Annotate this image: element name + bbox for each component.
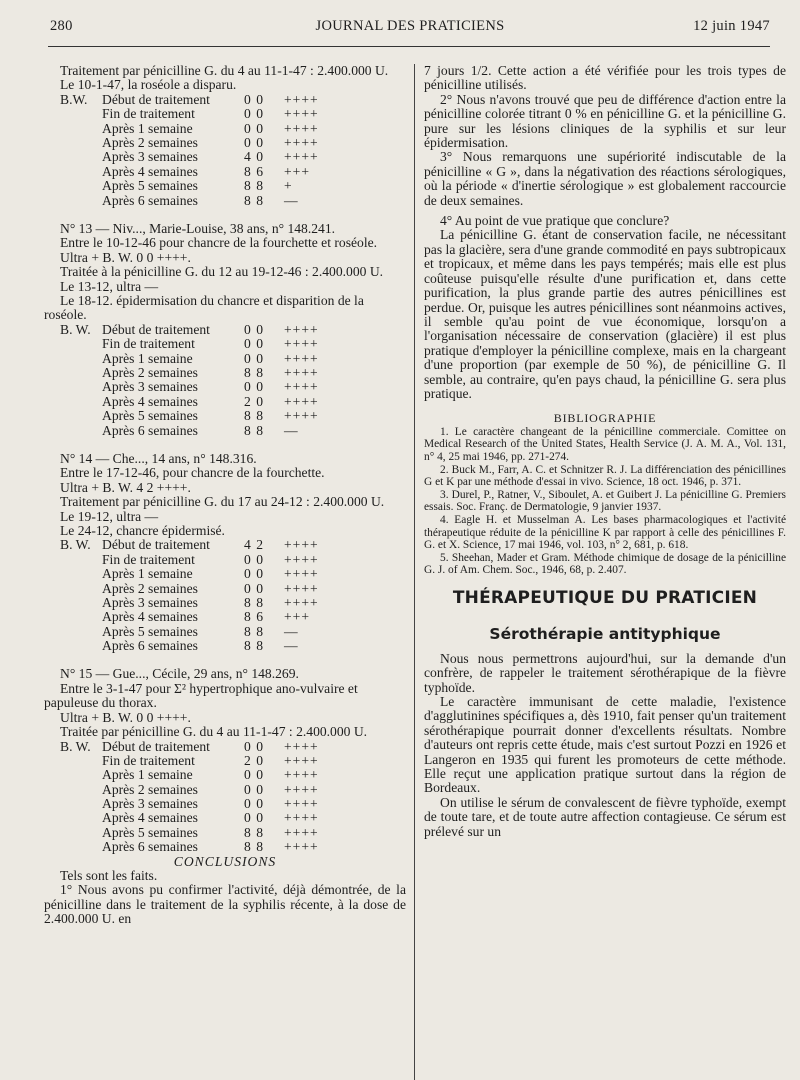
- bw-row-value: 0 0: [244, 580, 264, 596]
- bw-row-period: Après 3 semaines: [102, 149, 198, 165]
- bw-row: [60, 165, 406, 179]
- bw-row: [60, 395, 406, 409]
- bw-row-period: Début de traitement: [102, 321, 210, 337]
- bw-row-signs: —: [284, 422, 299, 438]
- bw-row-label: [60, 179, 102, 193]
- bibliography-ref: 3. Durel, P., Ratner, V., Siboulet, A. et Guibert J. La pénicilline G. Premiers essais. Soc. Franç. de Dermatologie, 9 janvier 1937.: [424, 488, 786, 514]
- bw-row-signs: ++++: [284, 551, 319, 567]
- bw-row-period: Après 3 semaines: [102, 594, 198, 610]
- case-14-bw-table: [60, 538, 406, 653]
- bw-row: [60, 553, 406, 567]
- conclusion-4: 4° Au point de vue pratique que conclure?: [440, 213, 670, 229]
- bw-row: [60, 826, 406, 840]
- conclusion-1: 1° Nous avons pu confirmer l'activité, déjà démontrée, de la pénicilline dans le traitement de la syphilis récente, à la dose de 2.400.000 U. en: [44, 882, 406, 927]
- bw-row-value: 8 8: [244, 839, 264, 855]
- bw-row-value: 8 8: [244, 192, 264, 208]
- bw-row-period: Après 5 semaines: [102, 408, 198, 424]
- bw-row-value: 8 8: [244, 638, 264, 654]
- bibliography-list: [424, 426, 786, 577]
- case-15-treatment: Traitée par pénicilline G. du 4 au 11-1-47 : 2.400.000 U.: [60, 724, 368, 740]
- bw-row: [60, 424, 406, 438]
- bw-row-signs: ++++: [284, 594, 319, 610]
- bw-row-value: 0 0: [244, 810, 264, 826]
- bw-row-label: [60, 409, 102, 423]
- bw-row-period: Fin de traitement: [102, 551, 195, 567]
- bw-row: [60, 811, 406, 825]
- bw-row: [60, 93, 406, 107]
- bw-row: [60, 409, 406, 423]
- bw-row: [60, 380, 406, 394]
- bw-row: [60, 179, 406, 193]
- bw-row-period: Fin de traitement: [102, 336, 195, 352]
- case-14-ultra: Ultra + B. W. 4 2 ++++.: [60, 479, 191, 495]
- bw-row-signs: ++++: [284, 537, 319, 553]
- bw-row-signs: ++++: [284, 336, 319, 352]
- bw-row-label: B.W.: [60, 91, 88, 107]
- bw-row-label: [60, 553, 102, 567]
- bw-row-signs: +++: [284, 163, 310, 179]
- bw-row-label: [60, 136, 102, 150]
- conclusions-heading: CONCLUSIONS: [173, 853, 277, 869]
- bw-row: [60, 107, 406, 121]
- case-13-title: N° 13 — Niv..., Marie-Louise, 38 ans, n° 148.241.: [60, 220, 336, 236]
- case-15-admission: Entre le 3-1-47 pour Σ² hypertrophique ano-vulvaire et papuleuse du thorax.: [44, 680, 358, 711]
- bw-row-label: [60, 582, 102, 596]
- bw-row-label: [60, 380, 102, 394]
- bw-row-signs: ++++: [284, 379, 319, 395]
- bw-row: [60, 136, 406, 150]
- bw-row-label: B. W.: [60, 321, 91, 337]
- case-15-ultra: Ultra + B. W. 0 0 ++++.: [60, 709, 191, 725]
- bw-row-label: [60, 596, 102, 610]
- bw-row: [60, 768, 406, 782]
- right-column: [424, 64, 786, 839]
- bw-row-value: 8 8: [244, 824, 264, 840]
- bw-row-signs: ++++: [284, 393, 319, 409]
- bw-row-value: 2 0: [244, 393, 264, 409]
- bw-row-signs: ++++: [284, 810, 319, 826]
- serotherapy-method: On utilise le sérum de convalescent de fièvre typhoïde, exempt de toute tare, et de toute autre affection contagieuse. Ce sérum est prélevé sur un: [424, 794, 786, 839]
- bw-row-label: [60, 625, 102, 639]
- bw-row-period: Après 3 semaines: [102, 379, 198, 395]
- bw-row-label: [60, 610, 102, 624]
- bw-row-period: Après 2 semaines: [102, 781, 198, 797]
- bw-row-signs: ++++: [284, 580, 319, 596]
- case-13-bw-table: [60, 323, 406, 438]
- bw-row-value: 0 0: [244, 91, 264, 107]
- bw-row-period: Après 4 semaines: [102, 609, 198, 625]
- page-number: 280: [50, 18, 73, 34]
- left-column: [44, 64, 406, 927]
- bw-row-value: 8 8: [244, 408, 264, 424]
- bw-row-label: [60, 352, 102, 366]
- bw-row-period: Après 4 semaines: [102, 810, 198, 826]
- bw-row-label: [60, 826, 102, 840]
- bw-row-value: 0 0: [244, 566, 264, 582]
- bw-row-period: Après 6 semaines: [102, 839, 198, 855]
- bw-row-period: Après 4 semaines: [102, 163, 198, 179]
- page-header: [50, 14, 770, 42]
- bibliography-ref: 1. Le caractère changeant de la pénicilline commerciale. Comittee on Medical Research of the United States, Health Service (J. A. M. A., Vol. 131, n° 4, 25 mai 1946, pp. 271-274.: [424, 425, 786, 463]
- bw-row-period: Après 2 semaines: [102, 364, 198, 380]
- bw-row-value: 0 0: [244, 336, 264, 352]
- section-subheading: Sérothérapie antityphique: [489, 625, 721, 644]
- case-13-ultra-result: Le 13-12, ultra —: [60, 278, 159, 294]
- bw-row-label: [60, 754, 102, 768]
- bw-row-signs: ++++: [284, 364, 319, 380]
- bw-row-label: [60, 840, 102, 854]
- case-13-ultra: Ultra + B. W. 0 0 ++++.: [60, 249, 191, 265]
- bw-row-label: [60, 797, 102, 811]
- bw-row: [60, 610, 406, 624]
- bw-row-period: Après 2 semaines: [102, 134, 198, 150]
- bw-row-period: Après 5 semaines: [102, 178, 198, 194]
- journal-title: JOURNAL DES PRATICIENS: [315, 18, 505, 34]
- bibliography-ref: 5. Sheehan, Mader et Gram. Méthode chimique de dosage de la pénicilline G. J. of Am. Chem. Soc., 1946, 68, p. 2.407.: [424, 551, 786, 577]
- bw-row-value: 4 2: [244, 537, 264, 553]
- bw-row-period: Après 1 semaine: [102, 350, 193, 366]
- bw-row-signs: ++++: [284, 408, 319, 424]
- bw-row-signs: ++++: [284, 120, 319, 136]
- bw-row-value: 8 6: [244, 163, 264, 179]
- conclusions-intro: Tels sont les faits.: [60, 868, 158, 884]
- bibliography-heading: BIBLIOGRAPHIE: [553, 411, 657, 426]
- bw-row-value: 0 0: [244, 134, 264, 150]
- bibliography-ref: 2. Buck M., Farr, A. C. et Schnitzer R. J. La différenciation des pénicillines G et K par une méthode d'essai in vivo. Science, 18 oct. 1946, p. 371.: [424, 463, 786, 489]
- bw-row-signs: —: [284, 623, 299, 639]
- bw-row-value: 8 8: [244, 594, 264, 610]
- bw-row-label: [60, 424, 102, 438]
- bw-row-period: Après 6 semaines: [102, 192, 198, 208]
- bw-row-signs: ++++: [284, 781, 319, 797]
- case-14-treatment: Traitement par pénicilline G. du 17 au 24-12 : 2.400.000 U.: [60, 494, 385, 510]
- bw-row-period: Après 6 semaines: [102, 422, 198, 438]
- bw-row-period: Après 6 semaines: [102, 638, 198, 654]
- bw-row-period: Après 5 semaines: [102, 824, 198, 840]
- issue-date: 12 juin 1947: [693, 18, 770, 34]
- bw-row: [60, 596, 406, 610]
- bw-row-signs: ++++: [284, 321, 319, 337]
- serotherapy-intro: Nous nous permettrons aujourd'hui, sur la demande d'un confrère, de rappeler le traitement sérothérapique de la fièvre typhoïde.: [424, 650, 786, 695]
- conclusion-3: 3° Nous remarquons une supériorité indiscutable de la pénicilline « G », dans la négativation des réactions sérologiques, où la période « d'inertie sérologique » est globalement raccourcie de deux semaines.: [424, 149, 786, 208]
- bw-row-value: 0 0: [244, 379, 264, 395]
- bw-row-label: B. W.: [60, 537, 91, 553]
- case-14-title: N° 14 — Che..., 14 ans, n° 148.316.: [60, 450, 257, 466]
- bw-row-signs: ++++: [284, 106, 319, 122]
- case-12-note: Le 10-1-47, la roséole a disparu.: [60, 77, 237, 93]
- header-rule: [48, 46, 770, 47]
- bw-row-label: B. W.: [60, 738, 91, 754]
- case-12-treatment: Traitement par pénicilline G. du 4 au 11-1-47 : 2.400.000 U.: [60, 63, 389, 78]
- bw-row: [60, 754, 406, 768]
- bw-row-signs: ++++: [284, 149, 319, 165]
- bw-row: [60, 840, 406, 854]
- bw-row-period: Début de traitement: [102, 91, 210, 107]
- bw-row: [60, 150, 406, 164]
- case-14-admission: Entre le 17-12-46, pour chancre de la fourchette.: [60, 465, 325, 481]
- case-15-bw-table: [60, 740, 406, 855]
- bw-row-period: Après 1 semaine: [102, 566, 193, 582]
- bw-row: [60, 783, 406, 797]
- bw-row-signs: ++++: [284, 767, 319, 783]
- bw-row-value: 8 6: [244, 609, 264, 625]
- bw-row-period: Après 2 semaines: [102, 580, 198, 596]
- bw-row: [60, 639, 406, 653]
- bw-row: [60, 337, 406, 351]
- bw-row-label: [60, 783, 102, 797]
- conclusion-1-continued: 7 jours 1/2. Cette action a été vérifiée pour les trois types de pénicilline utilisés.: [424, 63, 786, 93]
- bw-row-period: Après 4 semaines: [102, 393, 198, 409]
- conclusion-4-body: La pénicilline G. étant de conservation facile, ne nécessitant pas la glacière, sera d'une grande commodité en pays subtropicaux et tropicaux, et même dans les pays tempérés; mais elle est plus coûteuse puisqu'elle résulte d'une purification et, dans cette purification, la plus grande partie des autres pénicillines est perdue. Or, puisque les autres pénicillines sont néanmoins actives, il semble qu'au point de vue économique, lorsqu'on a l'organisation nécessaire de conservation (glacière) il est plus pratique d'employer la pénicilline complexe, mais en la chargeant d'une proportion (par exemple de 50 %), de pénicilline G. Il semble, au contraire, qu'en pays chaud, la pénicilline G. sera plus pratique.: [424, 227, 786, 401]
- case-12-bw-table: [60, 93, 406, 208]
- bw-row-label: [60, 107, 102, 121]
- bw-row-value: 8 8: [244, 623, 264, 639]
- bw-row-period: Fin de traitement: [102, 752, 195, 768]
- case-13-admission: Entre le 10-12-46 pour chancre de la fourchette et roséole.: [60, 235, 378, 251]
- bw-row-value: 0 0: [244, 106, 264, 122]
- bw-row-period: Début de traitement: [102, 738, 210, 754]
- bw-row-label: [60, 337, 102, 351]
- bw-row-value: 0 0: [244, 120, 264, 136]
- bw-row-value: 4 0: [244, 149, 264, 165]
- case-14-epidermisation: Le 24-12, chancre épidermisé.: [60, 522, 225, 538]
- bw-row-period: Après 1 semaine: [102, 767, 193, 783]
- case-15-title: N° 15 — Gue..., Cécile, 29 ans, n° 148.269.: [60, 666, 299, 682]
- bw-row: [60, 352, 406, 366]
- bw-row-label: [60, 122, 102, 136]
- bw-row-label: [60, 150, 102, 164]
- bw-row-value: 8 8: [244, 364, 264, 380]
- bw-row-signs: —: [284, 192, 299, 208]
- bw-row-label: [60, 768, 102, 782]
- bw-row-signs: ++++: [284, 738, 319, 754]
- bw-row: [60, 625, 406, 639]
- bw-row-signs: ++++: [284, 824, 319, 840]
- bw-row-value: 2 0: [244, 752, 264, 768]
- bw-row-value: 0 0: [244, 738, 264, 754]
- bw-row-value: 8 8: [244, 178, 264, 194]
- bw-row-value: 0 0: [244, 781, 264, 797]
- column-divider: [414, 64, 415, 1080]
- bw-row-label: [60, 639, 102, 653]
- bw-row-label: [60, 366, 102, 380]
- bw-row: [60, 582, 406, 596]
- bw-row-signs: ++++: [284, 752, 319, 768]
- bw-row-signs: +: [284, 178, 293, 194]
- bw-row-period: Après 3 semaines: [102, 796, 198, 812]
- bw-row-period: Après 1 semaine: [102, 120, 193, 136]
- bw-row-signs: ++++: [284, 839, 319, 855]
- bw-row-signs: ++++: [284, 91, 319, 107]
- bw-row-signs: ++++: [284, 796, 319, 812]
- case-13-epidermisation: Le 18-12. épidermisation du chancre et disparition de la roséole.: [44, 292, 364, 323]
- bw-row-value: 0 0: [244, 796, 264, 812]
- bw-row-period: Début de traitement: [102, 537, 210, 553]
- bw-row-label: [60, 395, 102, 409]
- bw-row: [60, 194, 406, 208]
- bw-row-label: [60, 165, 102, 179]
- serotherapy-history: Le caractère immunisant de cette maladie, l'existence d'agglutinines spécifiques a, dès 1910, fait penser qu'un traitement sérothérapique pourrait donner d'excellents résultats. Nombre d'auteurs ont repris cette étude, mais c'est surtout Pozzi en 1926 et Langeron en 1935 qui furent les promoteurs de cette méthode. Elle reçut une application pratique surtout dans la région de Bordeaux.: [424, 693, 786, 796]
- bw-row: [60, 366, 406, 380]
- bw-row: [60, 740, 406, 754]
- bw-row-signs: +++: [284, 609, 310, 625]
- bw-row: [60, 567, 406, 581]
- bw-row-label: [60, 811, 102, 825]
- case-14-ultra-result: Le 19-12, ultra —: [60, 508, 159, 524]
- bibliography-ref: 4. Eagle H. et Musselman A. Les bases pharmacologiques et l'activité thérapeutique réduite de la pénicilline K par rapport à celle des pénicillines F. G. et X. Science, 17 mai 1946, vol. 103, n° 2, 681, p. 618.: [424, 513, 786, 552]
- case-13-treatment: Traitée à la pénicilline G. du 12 au 19-12-46 : 2.400.000 U.: [60, 264, 384, 280]
- conclusion-2: 2° Nous n'avons trouvé que peu de différence d'action entre la pénicilline colorée titrant 0 % en pénicilline G. et la pénicilline G. pure sur les lésions cliniques de la syphilis et sur leur épidermisation.: [424, 91, 786, 151]
- bw-row-value: 0 0: [244, 551, 264, 567]
- bw-row-signs: —: [284, 638, 299, 654]
- bw-row-signs: ++++: [284, 350, 319, 366]
- section-heading: THÉRAPEUTIQUE DU PRATICIEN: [452, 587, 758, 608]
- bw-row-period: Après 5 semaines: [102, 623, 198, 639]
- bw-row-period: Fin de traitement: [102, 106, 195, 122]
- bw-row-value: 8 8: [244, 422, 264, 438]
- bw-row-value: 0 0: [244, 321, 264, 337]
- bw-row-value: 0 0: [244, 767, 264, 783]
- bw-row-signs: ++++: [284, 566, 319, 582]
- bw-row-signs: ++++: [284, 134, 319, 150]
- bw-row-value: 0 0: [244, 350, 264, 366]
- bw-row: [60, 797, 406, 811]
- bw-row-label: [60, 567, 102, 581]
- bw-row: [60, 538, 406, 552]
- bw-row-label: [60, 194, 102, 208]
- bw-row: [60, 323, 406, 337]
- bw-row: [60, 122, 406, 136]
